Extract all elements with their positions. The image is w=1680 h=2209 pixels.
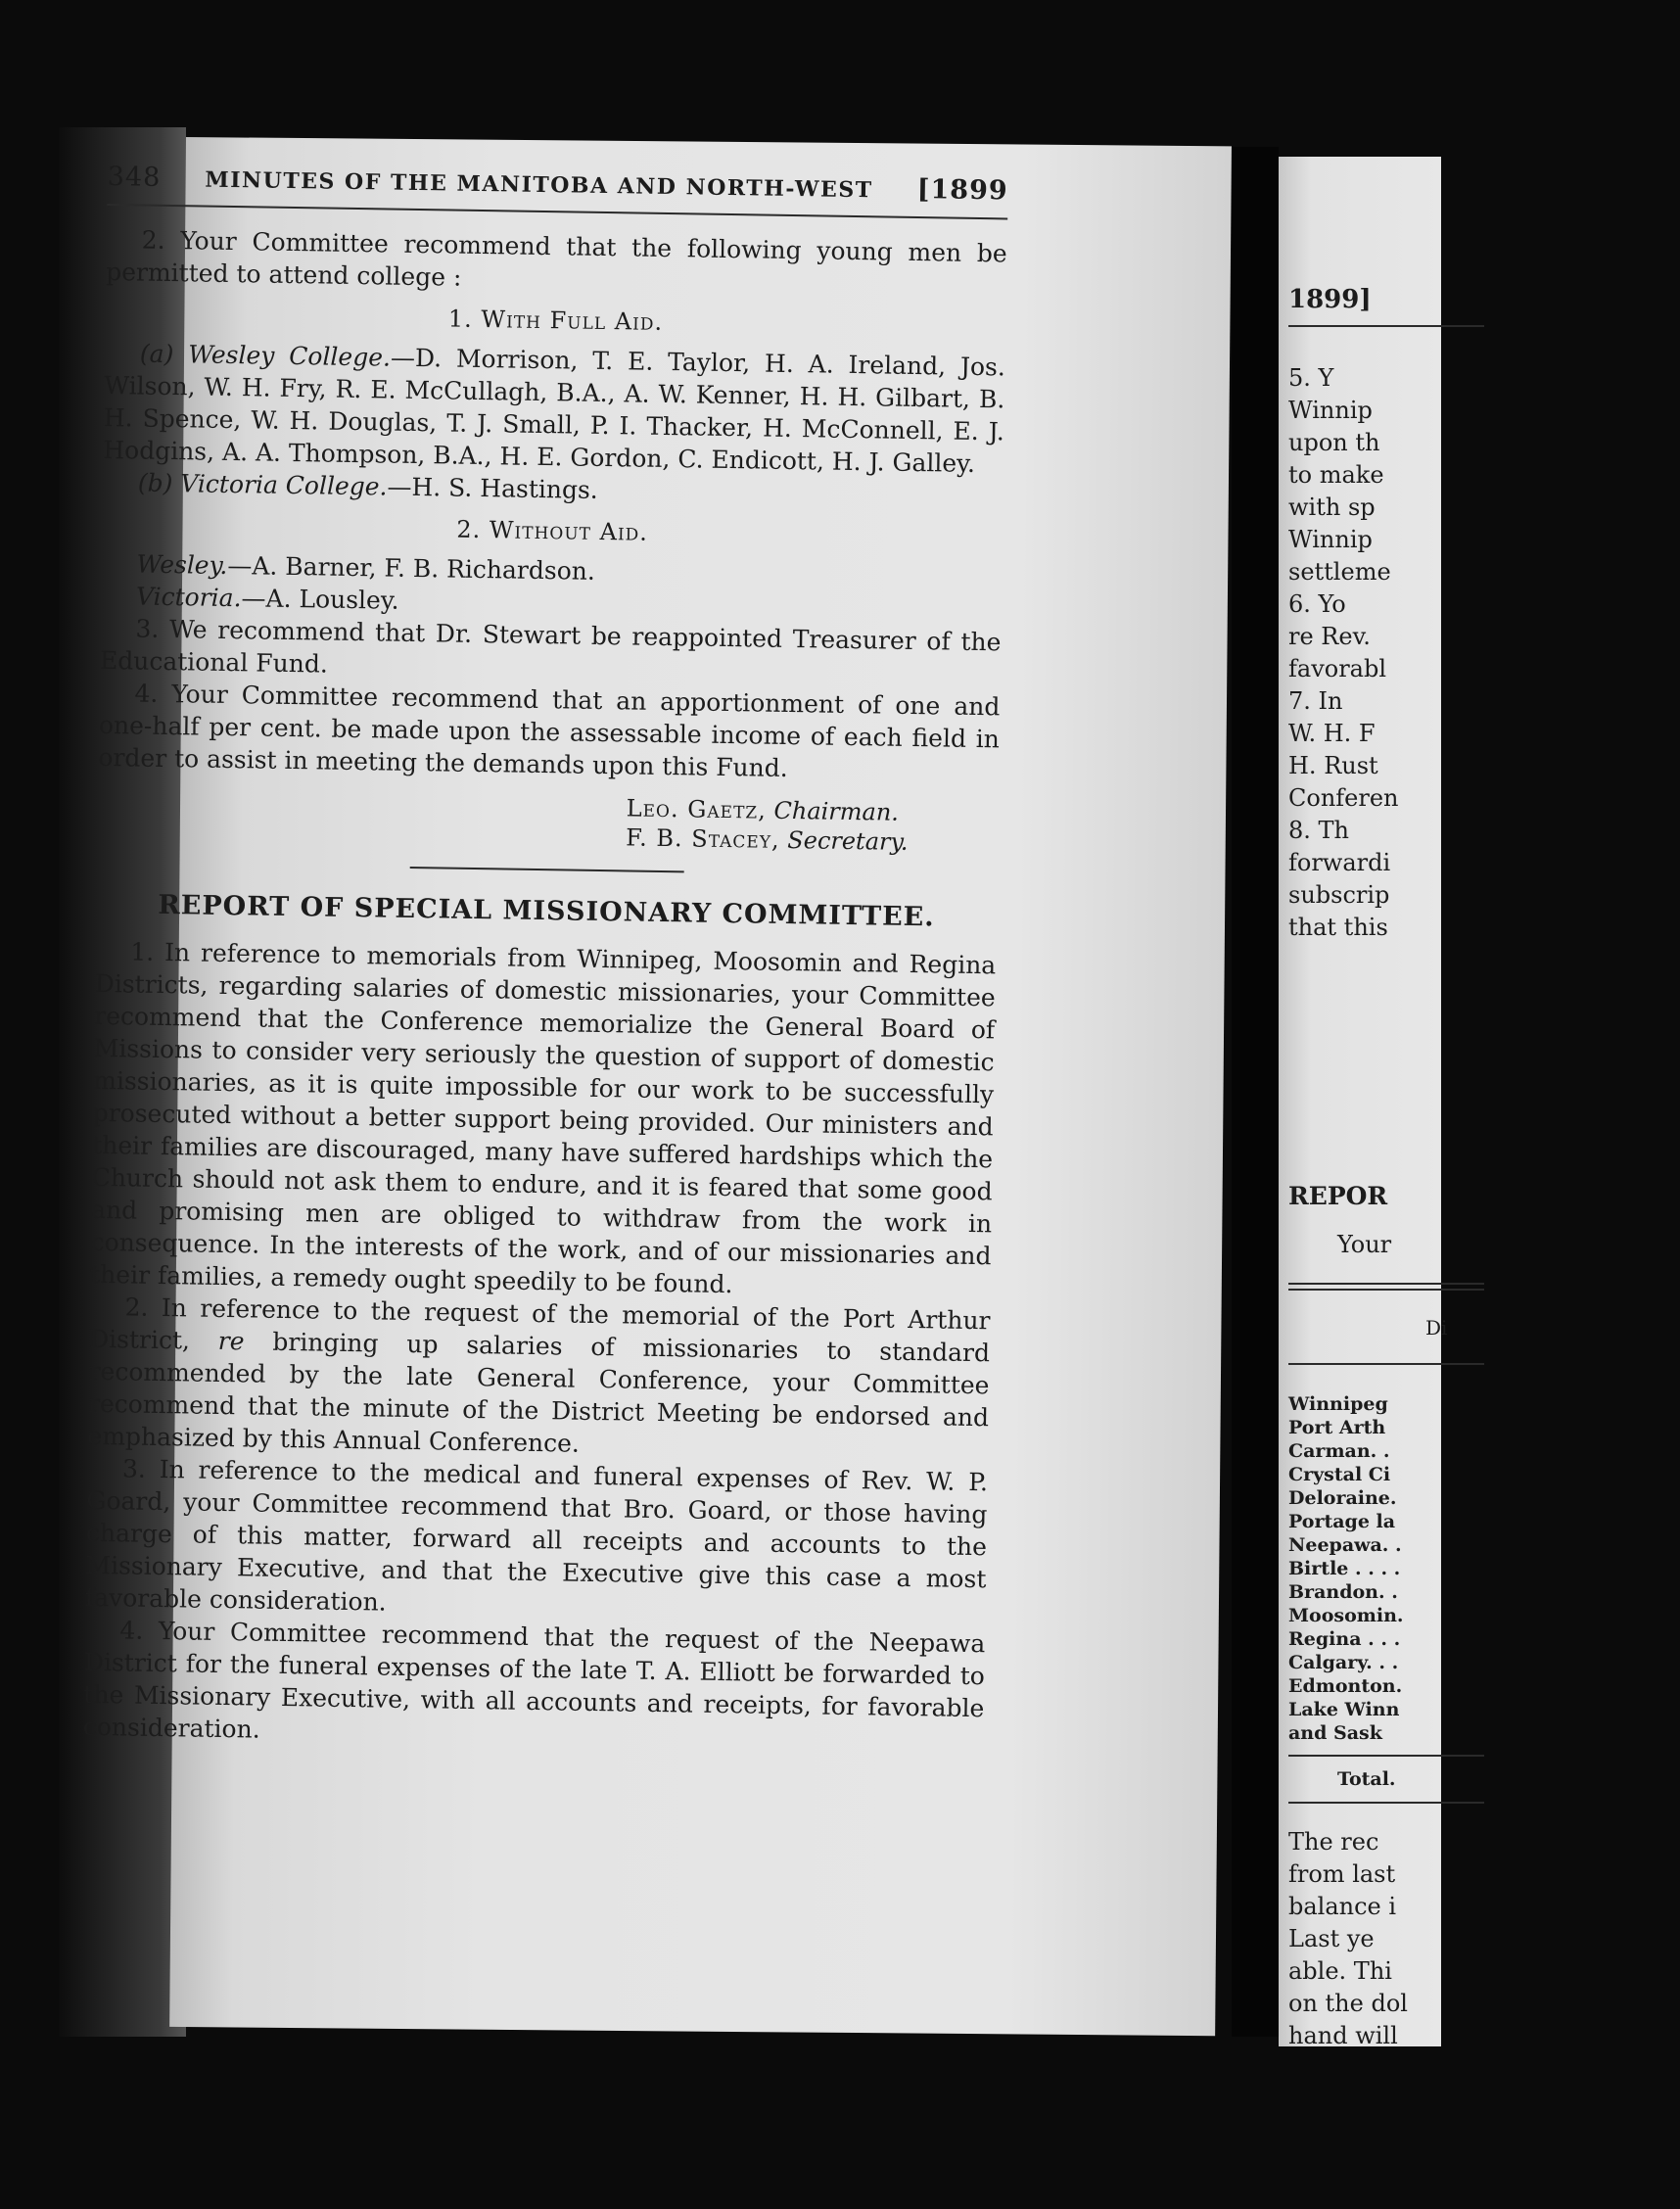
right-district-row: Winnipeg [1288, 1393, 1388, 1415]
chairman-title: Chairman. [773, 796, 900, 826]
right-district-row: Portage la [1288, 1511, 1396, 1532]
right-header-rule [1288, 325, 1484, 327]
right-district-row: Port Arth [1288, 1417, 1386, 1438]
right-year: 1899] [1288, 285, 1372, 314]
heading-without-aid: 2. Without Aid. [456, 515, 649, 546]
right-text-line: on the dol [1288, 1990, 1408, 2017]
right-lines-bottom [1288, 1826, 1408, 2052]
right-district-row: Lake Winn [1288, 1699, 1400, 1720]
page-number: 348 [107, 162, 162, 193]
right-report-head: REPOR [1288, 1182, 1388, 1210]
right-district-row: and Sask [1288, 1722, 1382, 1744]
header-year: [1899 [916, 173, 1008, 207]
right-text-line: settleme [1288, 558, 1391, 586]
wesley-full-names: —D. Morrison, T. E. Taylor, H. A. Ireland, Jos. Wilson, W. H. Fry, R. E. McCullagh, B.A., A. W. Kenner, H. H. Gilbart, B. H. Spence, W. H. Douglas, T. J. Small, P. I. Thacker, H. McConnell, E. J. Hodgins, A. A. Thompson, B.A., H. E. Gordon, C. Endicott, H. J. Galley. [103, 343, 1006, 478]
wesley-full-label: (a) Wesley College. [139, 339, 392, 372]
header-rule [107, 204, 1007, 219]
report-item-2-re: re [217, 1326, 245, 1356]
right-text-line: to make [1288, 461, 1384, 489]
right-text-line: 8. Th [1288, 817, 1349, 844]
right-page [1279, 157, 1448, 2049]
paragraph-2: 2. Your Committee recommend that the following young men be permitted to attend college : [106, 225, 1007, 292]
right-district-row: Neepawa. . [1288, 1534, 1402, 1556]
right-district-row: Deloraine. [1288, 1487, 1397, 1509]
right-text-line: 7. In [1288, 687, 1343, 715]
report-item-4: 4. Your Committee recommend that the request of the Neepawa District for the funeral expenses of the late T. A. Elliott be forwarded to the Missionary Executive, with all accounts and receipts, for favorable consideration. [82, 1616, 986, 1744]
right-text-line: forwardi [1288, 849, 1391, 876]
right-text-line: able. Thi [1288, 1957, 1392, 1985]
right-text-line: Winnip [1288, 397, 1373, 424]
report-item-3: 3. In reference to the medical and funeral expenses of Rev. W. P. Goard, your Committee recommend that Bro. Goard, or those having charge of this matter, forward all receipts and accounts to the Missionary Executive, and that the Executive give this case a most favorable consideration. [84, 1454, 989, 1617]
wesley-names: —A. Barner, F. B. Richardson. [227, 550, 596, 586]
right-district-row: Moosomin. [1288, 1605, 1404, 1626]
paragraph-4: 4. Your Committee recommend that an apportionment of one and one-half per cent. be made upon the assessable income of each field in order to assist in meeting the demands upon this Fund. [98, 679, 1001, 782]
right-table-rule-4 [1288, 1755, 1484, 1757]
right-text-line: balance i [1288, 1893, 1397, 1920]
right-table-rule-1 [1288, 1283, 1484, 1285]
secretary-signature [626, 822, 998, 858]
victoria-label: Victoria. [135, 582, 242, 613]
paragraph-3: 3. We recommend that Dr. Stewart be reappointed Treasurer of the Educational Fund. [99, 614, 1002, 679]
right-text-line: from last [1288, 1860, 1396, 1888]
heading-with-full-aid: 1. With Full Aid. [447, 305, 664, 336]
right-text-line: H. Rust [1288, 752, 1378, 779]
right-text-line: Winnip [1288, 526, 1373, 553]
victoria-names: —A. Lousley. [241, 584, 399, 615]
right-text-line: hand will [1288, 2022, 1398, 2049]
right-text-line: with sp [1288, 494, 1376, 521]
right-text-line: re Rev. [1288, 623, 1371, 650]
right-district-row: Birtle . . . . [1288, 1558, 1401, 1579]
right-col-head: Di [1425, 1316, 1448, 1340]
right-district-row: Calgary. . . [1288, 1652, 1399, 1673]
secretary-title: Secretary. [787, 825, 909, 856]
report-title: REPORT OF SPECIAL MISSIONARY COMMITTEE. [158, 889, 935, 933]
right-text-line: upon th [1288, 429, 1380, 456]
right-text-line: subscrip [1288, 881, 1390, 909]
right-table-rule-2 [1288, 1289, 1484, 1291]
right-text-line: The rec [1288, 1828, 1379, 1856]
right-district-row: Regina . . . [1288, 1628, 1401, 1650]
victoria-full-names: —H. S. Hastings. [387, 472, 599, 504]
victoria-full-label: (b) Victoria College. [137, 468, 388, 501]
report-item-2-b: bringing up salaries of missionaries to standard recommended by the late General Conference, your Committee recommend that the minute of the District Meeting be endorsed and emphasized by this Annual Conference. [87, 1327, 991, 1458]
report-item-1: 1. In reference to memorials from Winnipeg, Moosomin and Regina Districts, regarding salaries of domestic missionaries, your Committee recommend that the Conference memorialize the General Board of Missions to consider very seriously the question of support of domestic missionaries, as it is quite impossible for our work to be successfully prosecuted without a better support being provided. Our ministers and their families are discouraged, many have suffered hardships which the Church should not ask them to endure, and it is feared that some good and promising men are obliged to withdraw from the work in consequence. In the interests of the work, and of our missionaries and their families, a remedy ought speedily to be found. [89, 937, 997, 1299]
wesley-label: Wesley. [136, 549, 228, 580]
chairman-name: Leo. Gaetz, [626, 794, 768, 824]
right-text-line: Last ye [1288, 1925, 1375, 1952]
secretary-name: F. B. Stacey, [626, 823, 780, 854]
right-text-line: 5. Y [1288, 364, 1334, 392]
page-gutter [1232, 147, 1279, 2037]
section-divider [410, 867, 684, 872]
right-district-row: Carman. . [1288, 1440, 1390, 1462]
right-district-row: Brandon. . [1288, 1581, 1398, 1603]
report-item-2-a: 2. In reference to the request of the memorial of the Port Arthur District, [88, 1292, 991, 1355]
right-text-line: that this [1288, 914, 1388, 941]
right-total: Total. [1337, 1768, 1396, 1790]
report-item-2 [87, 1291, 990, 1466]
right-district-row: Edmonton. [1288, 1675, 1403, 1697]
wesley-full-aid [103, 337, 1005, 480]
right-text-line: Conferen [1288, 784, 1399, 812]
right-district-row: Crystal Ci [1288, 1464, 1391, 1485]
right-lines-top [1288, 362, 1399, 944]
running-head-title: MINUTES OF THE MANITOBA AND NORTH-WEST [205, 166, 873, 204]
left-page-content [83, 162, 1008, 1757]
right-text-line: W. H. F [1288, 720, 1376, 747]
right-text-line: favorabl [1288, 655, 1387, 682]
right-table-rule-5 [1288, 1802, 1484, 1804]
right-district-list [1288, 1392, 1404, 1745]
right-table-rule-3 [1288, 1363, 1484, 1365]
right-text-line: 6. Yo [1288, 590, 1346, 618]
right-your: Your [1337, 1231, 1392, 1258]
